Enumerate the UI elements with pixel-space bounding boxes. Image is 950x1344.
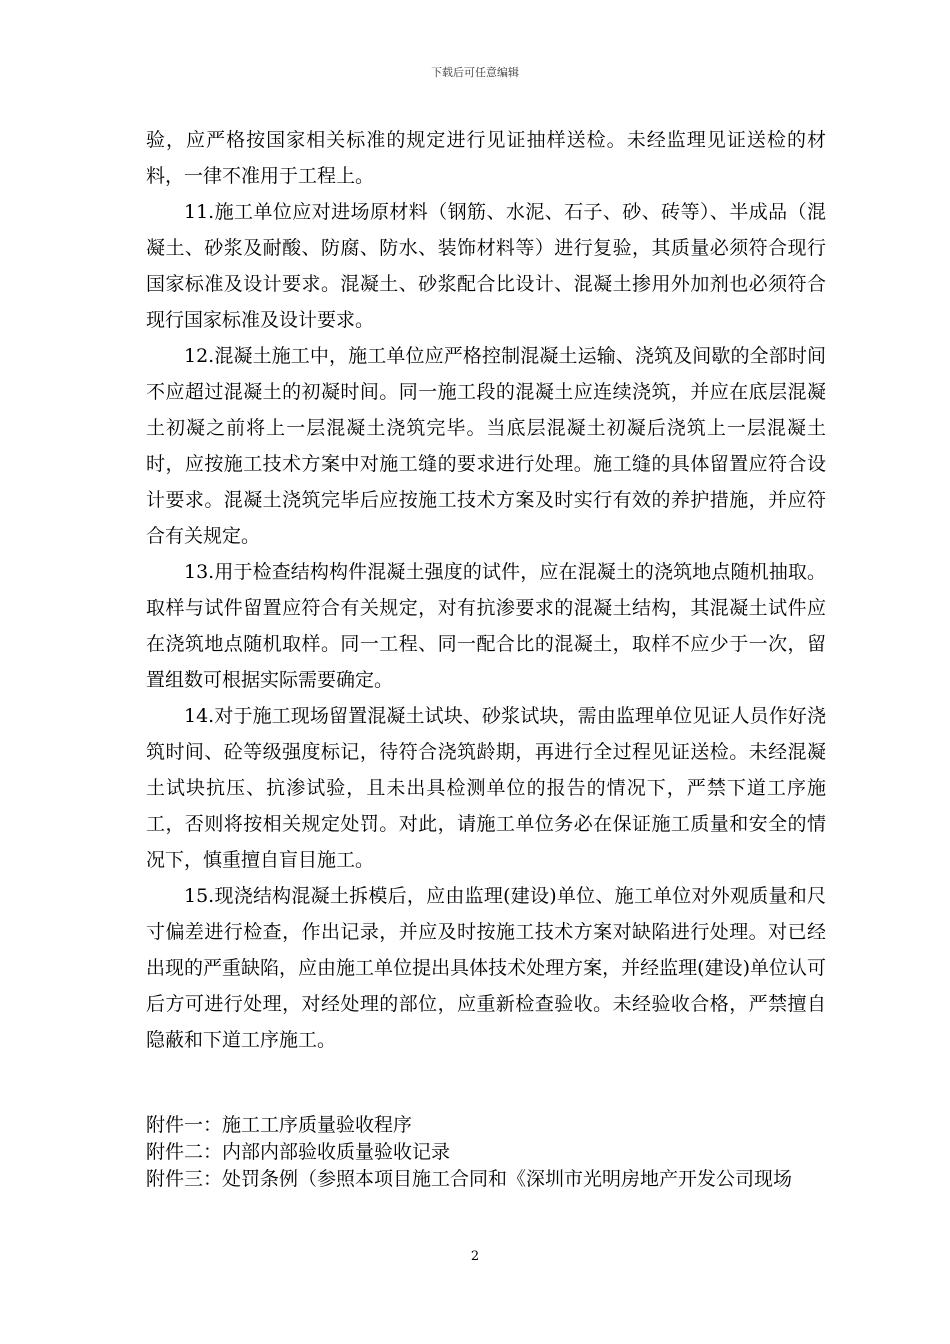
page-header: 下载后可任意编辑	[431, 66, 519, 79]
page-number: 2	[470, 1249, 480, 1264]
attachments-list	[146, 1112, 826, 1193]
attachment-1: 附件一：施工工序质量验收程序	[146, 1114, 413, 1136]
body-text	[146, 122, 826, 1058]
paragraph-item-11: 11.施工单位应对进场原材料（钢筋、水泥、石子、砂、砖等）、半成品（混凝土、砂浆及耐酸、防腐、防水、装饰材料等）进行复验，其质量必须符合现行国家标准及设计要求。混凝土、砂浆配合比设计、混凝土掺用外加剂也必须符合现行国家标准及设计要求。	[146, 201, 826, 331]
attachment-2: 附件二：内部内部验收质量验收记录	[146, 1141, 451, 1163]
paragraph-continuation: 验，应严格按国家相关标准的规定进行见证抽样送检。未经监理见证送检的材料，一律不准用于工程上。	[146, 129, 826, 187]
attachment-3: 附件三：处罚条例（参照本项目施工合同和《深圳市光明房地产开发公司现场	[146, 1168, 793, 1190]
paragraph-item-15: 15.现浇结构混凝土拆模后，应由监理(建设)单位、施工单位对外观质量和尺寸偏差进行检查，作出记录，并应及时按施工技术方案对缺陷进行处理。对已经出现的严重缺陷，应由施工单位提出具体技术处理方案，并经监理(建设)单位认可后方可进行处理，对经处理的部位，应重新检查验收。未经验收合格，严禁擅自隐蔽和下道工序施工。	[146, 885, 826, 1051]
paragraph-item-14: 14.对于施工现场留置混凝土试块、砂浆试块，需由监理单位见证人员作好浇筑时间、砼等级强度标记，待符合浇筑龄期，再进行全过程见证送检。未经混凝土试块抗压、抗渗试验，且未出具检测单位的报告的情况下，严禁下道工序施工，否则将按相关规定处罚。对此，请施工单位务必在保证施工质量和安全的情况下，慎重擅自盲目施工。	[146, 705, 826, 871]
paragraph-item-12: 12.混凝土施工中，施工单位应严格控制混凝土运输、浇筑及间歇的全部时间不应超过混凝土的初凝时间。同一施工段的混凝土应连续浇筑，并应在底层混凝土初凝之前将上一层混凝土浇筑完毕。当底层混凝土初凝后浇筑上一层混凝土时，应按施工技术方案中对施工缝的要求进行处理。施工缝的具体留置应符合设计要求。混凝土浇筑完毕后应按施工技术方案及时实行有效的养护措施，并应符合有关规定。	[146, 345, 826, 547]
paragraph-item-13: 13.用于检查结构构件混凝土强度的试件，应在混凝土的浇筑地点随机抽取。取样与试件留置应符合有关规定，对有抗渗要求的混凝土结构，其混凝土试件应在浇筑地点随机取样。同一工程、同一配合比的混凝土，取样不应少于一次，留置组数可根据实际需要确定。	[146, 561, 826, 691]
